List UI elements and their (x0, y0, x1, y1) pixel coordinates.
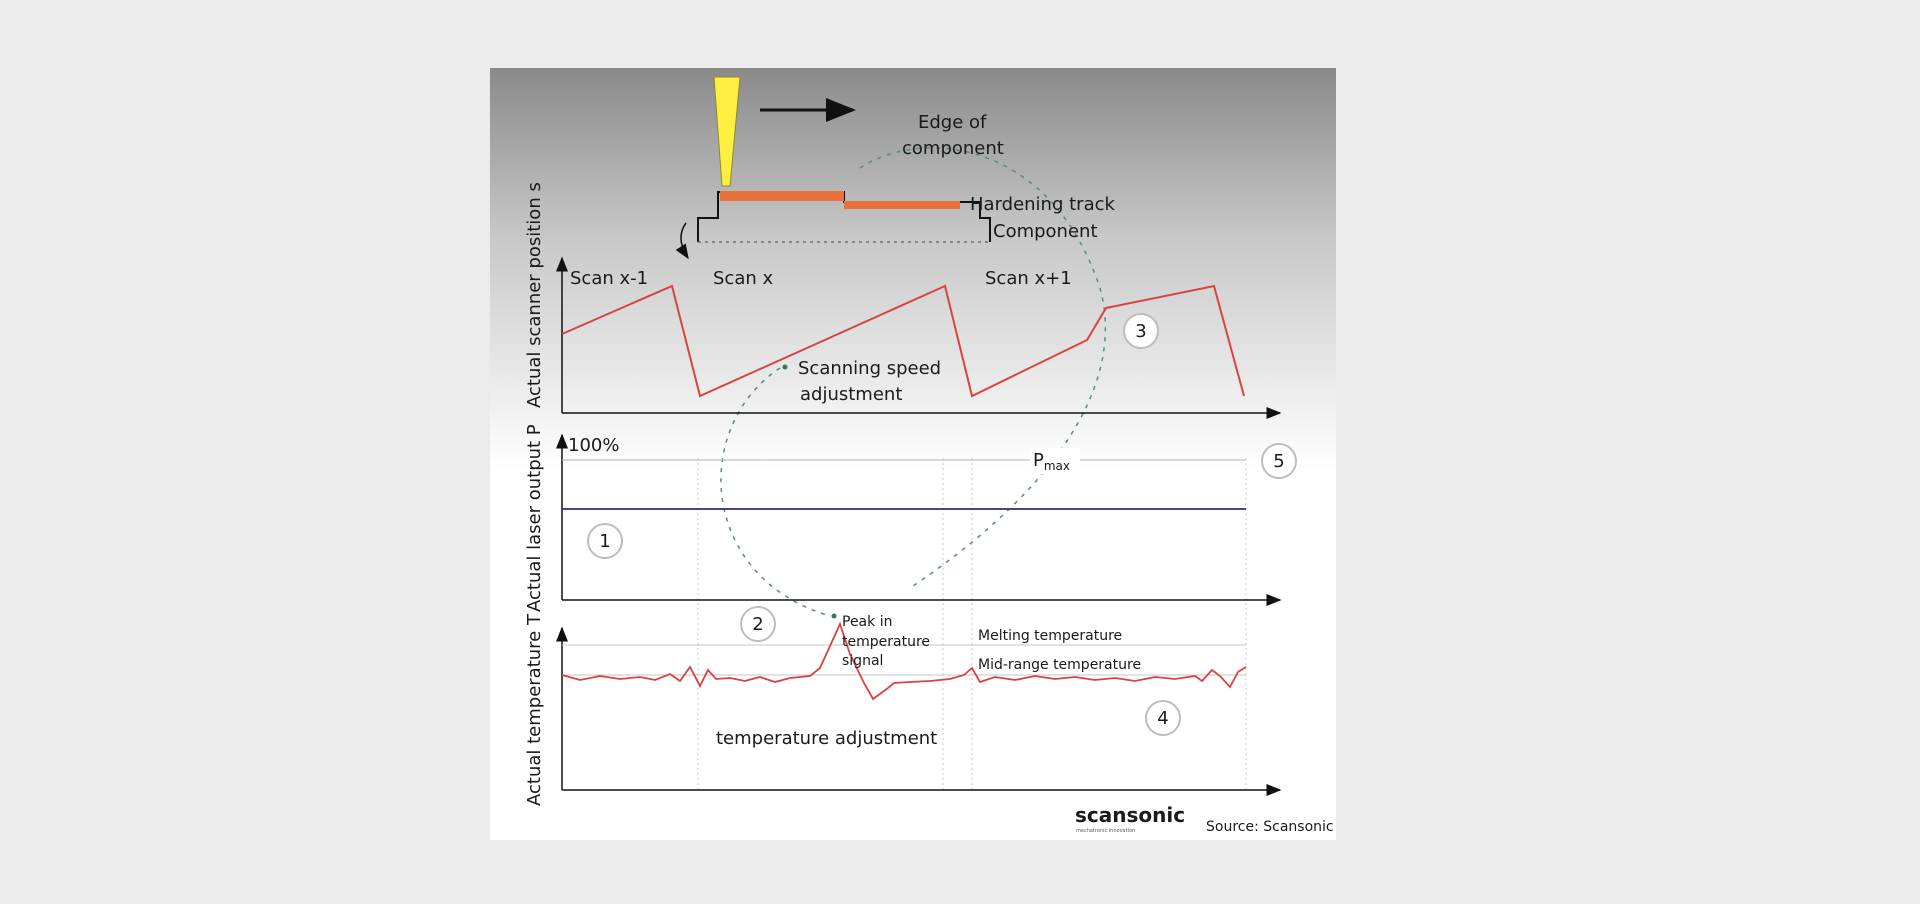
scansonic-logo (1075, 803, 1185, 834)
label-scan-next: Scan x+1 (985, 268, 1072, 289)
badge-4 (1146, 701, 1180, 735)
label-scanning-speed-1: Scanning speed (798, 358, 942, 379)
badge-2 (741, 607, 775, 641)
source-credit: Source: Scansonic (1206, 819, 1334, 835)
badge-3 (1124, 314, 1158, 348)
laser-hardening-diagram (490, 68, 1336, 840)
svg-text:3: 3 (1135, 321, 1147, 342)
rotation-arrow-icon (681, 223, 688, 258)
hardening-track (720, 191, 844, 201)
label-component: Component (993, 221, 1098, 242)
label-peak-1: Peak in (842, 614, 893, 630)
label-hardening-track: Hardening track (970, 194, 1115, 215)
speed-loop-path (721, 368, 830, 616)
speed-marker-dot (783, 365, 788, 370)
label-melting-temperature: Melting temperature (978, 628, 1123, 644)
badge-1 (588, 524, 622, 558)
axis-title-scanner: Actual scanner position s (524, 182, 545, 408)
peak-marker-dot (832, 614, 837, 619)
axis-title-laser: Actual laser output P (524, 424, 545, 612)
label-peak-3: signal (842, 653, 884, 669)
label-scanning-speed-2: adjustment (800, 384, 903, 405)
label-pmax: $P_{max}$ (1033, 450, 1071, 473)
hardening-track-segment (844, 201, 960, 209)
svg-text:1: 1 (599, 531, 611, 552)
svg-text:scansonic: scansonic (1075, 803, 1186, 827)
label-hundred-percent: 100% (568, 435, 620, 456)
badge-5 (1262, 444, 1296, 478)
axis-title-temperature: Actual temperature T (524, 614, 545, 806)
label-peak-2: temperature (842, 634, 930, 650)
label-mid-range-temperature: Mid-range temperature (978, 657, 1142, 673)
label-scan-prev: Scan x-1 (570, 268, 649, 289)
svg-text:mechatronic innovation: mechatronic innovation (1076, 828, 1136, 834)
svg-text:2: 2 (752, 614, 764, 635)
label-temperature-adjustment: temperature adjustment (716, 728, 938, 749)
diagram-canvas (490, 68, 1336, 840)
label-edge-2: component (902, 138, 1004, 159)
svg-text:5: 5 (1273, 451, 1285, 472)
label-scan-x: Scan x (713, 268, 774, 289)
svg-text:4: 4 (1157, 708, 1169, 729)
laser-beam-icon (714, 77, 740, 186)
label-edge-1: Edge of (918, 112, 987, 133)
